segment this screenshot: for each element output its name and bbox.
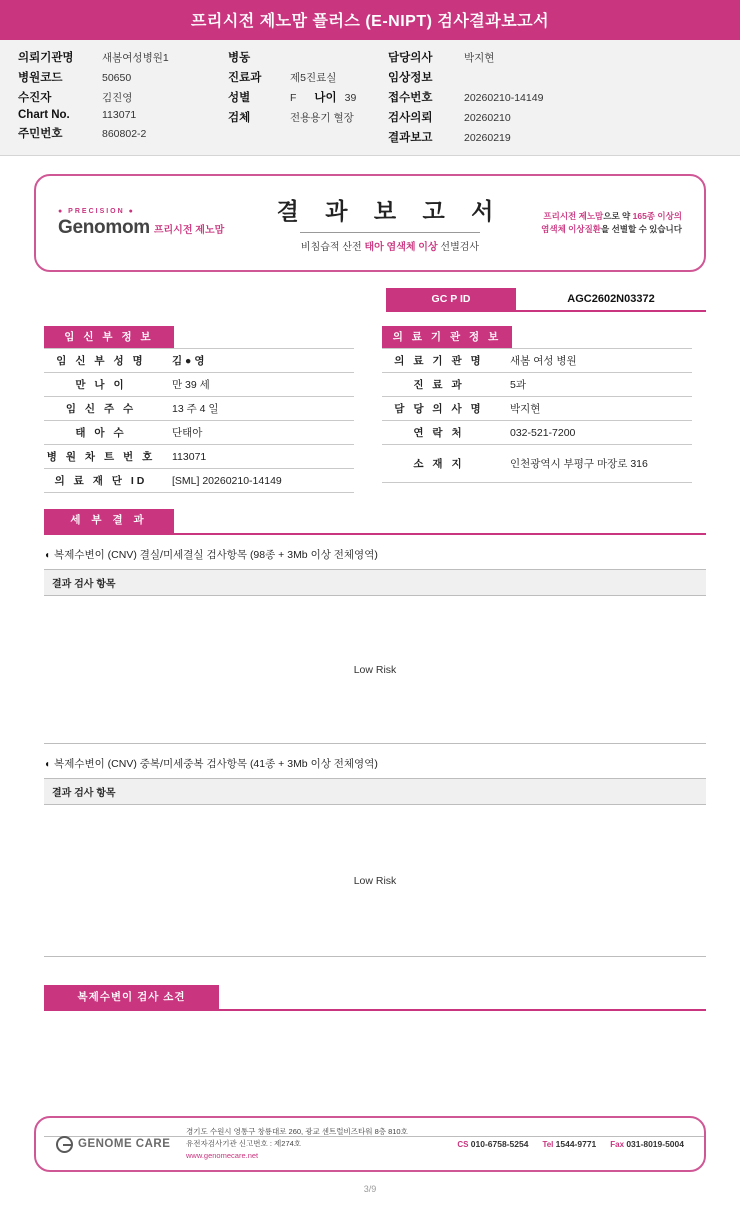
row-value: 단태아 [162,421,354,445]
patient-header [0,40,740,156]
field-label: 주민번호 [18,128,63,140]
contact-value: 031-8019-5004 [626,1139,684,1149]
info-tables [44,326,706,493]
row-key: 의 료 재 단 ID [44,469,162,493]
row-value: 새봄 여성 병원 [500,349,692,373]
divider [300,232,480,233]
header-field [228,109,388,125]
field-value: 860802-2 [102,128,147,140]
row-value: 5과 [500,373,692,397]
header-field [18,125,228,141]
page-number: 3/9 [363,1184,377,1194]
cnv-duplication-text: 복제수변이 (CNV) 중복/미세중복 검사항목 (41종 + 3Mb 이상 전체영역) [54,758,378,770]
field-label: 검사의뢰 [388,112,433,124]
report-footer [34,1116,706,1172]
bullet-icon: ◖ [44,550,51,561]
field-value: 새봄여성병원1 [102,52,169,64]
brand-name-korean: 프리시전 제노맘 [153,224,225,236]
contact-tel [542,1139,596,1149]
table-row [382,397,692,421]
brand-block [58,208,258,239]
header-field [228,49,388,65]
note-text-2: 을 선별할 수 있습니다 [601,224,682,234]
table-row [44,349,354,373]
result-report-heading: 결 과 보 고 서 [276,198,504,224]
table-row [382,421,692,445]
table-row [44,373,354,397]
column-header-result: 결과 검사 항목 [44,570,706,596]
gcpid-value: AGC2602N03372 [516,288,706,312]
header-column-1 [18,49,228,145]
pregnant-info-section [44,326,354,493]
header-field [18,49,228,65]
header-field [18,89,228,105]
field-value: 제5진료실 [290,72,337,84]
card-subtitle [258,238,522,253]
cnv-duplication-bullet [44,756,706,771]
field-label: Chart No. [18,109,70,121]
row-value: 인천광역시 부평구 마장로 316 [500,445,692,483]
contact-cs [457,1139,528,1149]
field-value: 전용용기 혈장 [290,112,354,124]
subtitle-pre: 비침습적 산전 [300,242,365,253]
contact-value: 010-6758-5254 [470,1139,529,1149]
field-value: F [290,92,297,104]
field-label: 검체 [228,112,251,124]
field-value: 113071 [102,109,137,121]
table-row [382,373,692,397]
header-field [388,49,718,65]
cnv-deletion-bullet [44,547,706,562]
field-value: 50650 [102,72,132,84]
contact-label: CS [457,1140,469,1149]
field-value-age: 39 [344,92,357,104]
contact-fax [610,1139,684,1149]
table-row [44,469,354,493]
cnv-opinion-tag: 복제수변이 검사 소견 [44,985,219,1009]
field-label: 결과보고 [388,132,433,144]
header-field [388,69,718,85]
page-title: 프리시전 제노맘 플러스 (E-NIPT) 검사결과보고서 [190,13,550,30]
header-field-gender-age [228,89,388,105]
field-label: 담당의사 [388,52,433,64]
card-right-note [522,210,682,236]
note-text-1: 으로 약 [603,211,633,222]
table-row [44,445,354,469]
field-label: 성별 [228,92,251,104]
field-label: 병원코드 [18,72,63,84]
row-key: 담 당 의 사 명 [382,397,500,421]
field-label: 임상정보 [388,72,433,84]
field-label: 병동 [228,52,251,64]
detail-results-section [44,509,706,957]
report-title-bar [0,0,740,40]
row-key: 병 원 차 트 번 호 [44,445,162,469]
row-key: 임 신 주 수 [44,397,162,421]
field-label: 수진자 [18,92,52,104]
hospital-info-tag: 의 료 기 관 정 보 [382,326,512,348]
contact-label: Tel [542,1140,554,1149]
field-label: 진료과 [228,72,262,84]
genome-care-mark-icon [56,1136,73,1153]
table-header-row [44,779,706,805]
header-column-2 [228,49,388,145]
cnv-duplication-table-header [44,778,706,805]
note-disease: 염색체 이상질환 [541,224,601,234]
report-logo-card [34,174,706,272]
field-value: 20260210-14149 [464,92,544,104]
cnv-duplication-result-body [44,805,706,957]
header-column-3 [388,49,718,145]
brand-name: Genomom [58,216,150,238]
table-header-row [44,570,706,596]
row-key: 만 나 이 [44,373,162,397]
header-field [18,69,228,85]
contact-label: Fax [610,1140,625,1149]
footer-address [186,1126,457,1162]
address-line-2: 유전자검사기관 신고번호 : 제274호 [186,1139,302,1148]
row-value: 032-521-7200 [500,421,692,445]
row-key: 소 재 지 [382,445,500,483]
table-row [44,421,354,445]
website-url[interactable]: www.genomecare.net [186,1151,259,1160]
contact-value: 1544-9771 [555,1139,597,1149]
cnv-deletion-result-body [44,596,706,744]
row-value: 박지현 [500,397,692,421]
row-key: 임 신 부 성 명 [44,349,162,373]
field-value: 박지현 [464,52,495,64]
column-header-result: 결과 검사 항목 [44,779,706,805]
field-label-age: 나이 [314,92,337,104]
hospital-info-table [382,348,692,483]
hospital-info-section [382,326,692,493]
header-field [18,109,228,121]
header-field [388,89,718,105]
gcpid-strip [0,288,706,312]
bullet-icon: ◖ [44,759,51,770]
header-field [388,109,718,125]
row-value: [SML] 20260210-14149 [162,469,354,493]
row-value: 김 ● 영 [162,349,354,373]
field-value: 20260219 [464,132,511,144]
pregnant-info-tag: 임 신 부 정 보 [44,326,174,348]
cnv-deletion-text: 복제수변이 (CNV) 결실/미세결실 검사항목 (98종 + 3Mb 이상 전체영역) [54,549,378,561]
row-value: 113071 [162,445,354,469]
genome-care-logo [56,1136,186,1153]
row-key: 의 료 기 관 명 [382,349,500,373]
cnv-deletion-result: Low Risk [353,663,397,676]
cnv-deletion-table-header [44,569,706,596]
detail-underline [44,533,706,535]
brand-precision-label: ● PRECISION ● [58,207,135,215]
footer-contacts [457,1139,684,1149]
field-label: 의뢰기관명 [18,52,74,64]
field-label: 접수번호 [388,92,433,104]
detail-results-tag: 세 부 결 과 [44,509,174,533]
subtitle-highlight: 태아 염색체 이상 [364,242,438,253]
header-field [388,129,718,145]
card-center [258,193,522,253]
table-row [382,445,692,483]
table-row [382,349,692,373]
subtitle-post: 선별검사 [437,242,480,253]
gcpid-label: GC P ID [386,288,516,312]
address-line-1: 경기도 수원시 영통구 창룡대로 260, 광교 센트럴비즈타워 8층 810호 [186,1127,408,1136]
note-brand: 프리시전 제노맘 [543,211,604,222]
field-value: 김진영 [102,92,133,104]
note-count: 165종 이상의 [632,211,682,222]
field-value: 20260210 [464,112,511,124]
cnv-duplication-result: Low Risk [353,874,397,887]
row-value: 13 주 4 일 [162,397,354,421]
genome-care-name: GENOME CARE [78,1138,171,1150]
row-value: 만 39 세 [162,373,354,397]
row-key: 연 락 처 [382,421,500,445]
row-key: 진 료 과 [382,373,500,397]
table-row [44,397,354,421]
pregnant-info-table [44,348,354,493]
row-key: 태 아 수 [44,421,162,445]
header-field [228,69,388,85]
